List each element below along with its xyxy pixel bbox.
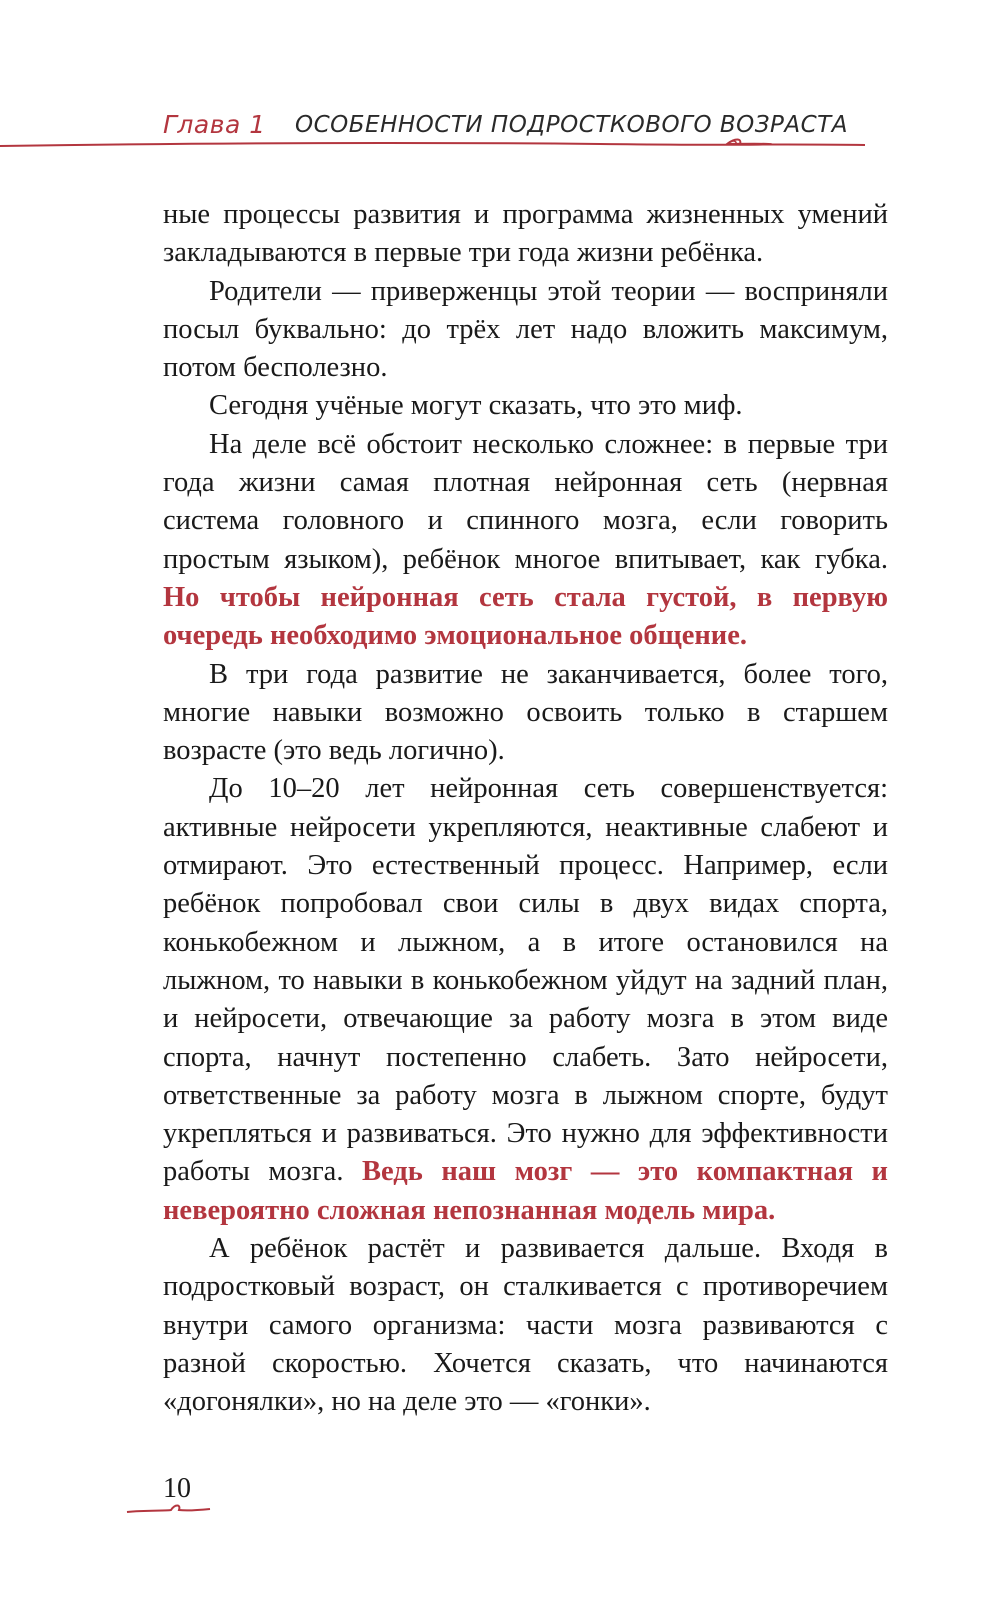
- paragraph: Сегодня учёные могут сказать, что это миф.: [209, 390, 743, 422]
- paragraph: В три года развитие не заканчивается, более того, многие навыки возможно освоить только в старшем возрасте (это ведь логично).: [163, 658, 888, 767]
- header-rule-decoration: [0, 134, 1000, 154]
- paragraph: А ребёнок растёт и развивается дальше. Входя в подростковый возраст, он сталкивается с противоречием внутри самого организма: части мозга развиваются с разной скоростью. Хочется сказать, что начинаются «догонялки», но на деле это — «гонки».: [163, 1233, 888, 1418]
- highlighted-statement: Ведь наш мозг — это компактная и невероятно сложная непознанная модель мира.: [163, 1156, 888, 1226]
- paragraph-text: На деле всё обстоит несколько сложнее: в первые три года жизни самая плотная нейронная сеть (нервная система головного и спинного мозга, если говорить простым языком), ребёнок многое впитывает, как губка.: [163, 428, 888, 575]
- highlighted-statement: Но чтобы нейронная сеть стала густой, в первую очередь необходимо эмоциональное общение.: [163, 581, 888, 652]
- body-text: [163, 196, 888, 1422]
- paragraph: [163, 426, 888, 656]
- paragraph: Родители — приверженцы этой теории — восприняли посыл буквально: до трёх лет надо вложить максимум, потом бесполезно.: [163, 275, 888, 384]
- paragraph: ные процессы развития и программа жизненных умений закладываются в первые три года жизни ребёнка.: [163, 199, 888, 269]
- page-number-swash-decoration: [125, 1500, 215, 1520]
- chapter-label: Глава 1: [163, 110, 266, 139]
- chapter-title: ОСОБЕННОСТИ ПОДРОСТКОВОГО ВОЗРАСТА: [295, 112, 848, 138]
- paragraph-text: До 10–20 лет нейронная сеть совершенствуется: активные нейросети укрепляются, неактивные слабеют и отмирают. Это естественный процесс. Например, если ребёнок попробовал свои силы в двух видах спорта, конькобежном и лыжном, а в итоге остановился на лыжном, то навыки в конькобежном уйдут на задний план, и нейросети, отвечающие за работу мозга в этом виде спорта, начнут постепенно слабеть. Зато нейросети, ответственные за работу мозга в лыжном спорте, будут укрепляться и развиваться. Это нужно для эффективности работы мозга.: [163, 773, 888, 1188]
- running-header: [0, 100, 1000, 160]
- page-number: 10: [163, 1473, 191, 1504]
- paragraph: [163, 770, 888, 1230]
